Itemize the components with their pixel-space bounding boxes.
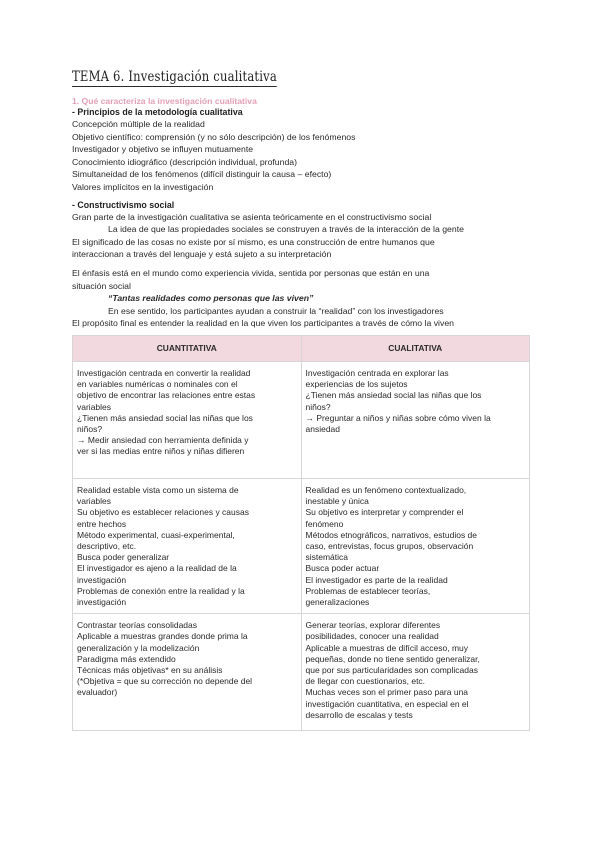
- cell-line: Aplicable a muestras de difícil acceso, muy: [305, 642, 469, 653]
- cell-line: Método experimental, cuasi-experimental,: [77, 529, 235, 540]
- cell-line: Muchas veces son el primer paso para una: [305, 687, 469, 698]
- table-row: [73, 361, 530, 478]
- cell-line: ¿Tienen más ansiedad social las niñas que los: [305, 390, 482, 401]
- cell-line: evaluador): [77, 687, 118, 698]
- cell-line: Su objetivo es establecer relaciones y causas: [77, 507, 249, 518]
- cell-line: Realidad estable vista como un sistema de: [77, 484, 239, 495]
- paragraph-line: El significado de las cosas no existe por sí mismo, es una construcción de entre humanos que: [72, 236, 435, 247]
- table-row: [73, 614, 530, 731]
- principios-list: [72, 118, 530, 194]
- cell-line: experiencias de los sujetos: [305, 379, 408, 390]
- cell-line: posibilidades, conocer una realidad: [305, 631, 439, 642]
- principio-item: Objetivo científico: comprensión (y no sólo descripción) de los fenómenos: [72, 131, 356, 142]
- header-cuantitativa: CUANTITATIVA: [73, 335, 302, 361]
- cell-line: inestable y única: [305, 496, 369, 507]
- cell-line: niños?: [77, 423, 103, 434]
- header-cualitativa: CUALITATIVA: [301, 335, 530, 361]
- cell-line: investigación: [77, 574, 127, 585]
- cell-cualitativa: [301, 478, 530, 613]
- cell-line: Realidad es un fenómeno contextualizado,: [305, 484, 467, 495]
- principio-item: Simultaneidad de los fenómenos (difícil distinguir la causa – efecto): [72, 169, 332, 180]
- cell-line: ver si las medias entre niños y niñas difieren: [77, 446, 245, 457]
- cell-line: Técnicas más objetivas* en su análisis: [77, 664, 223, 675]
- principio-item: Investigador y objetivo se influyen mutuamente: [72, 144, 254, 155]
- cell-line: Investigación centrada en convertir la realidad: [77, 367, 251, 378]
- cell-cuantitativa: [73, 614, 302, 731]
- cell-line: → Medir ansiedad con herramienta definida y: [77, 435, 249, 446]
- cell-line: ¿Tienen más ansiedad social las niñas que los: [77, 412, 253, 423]
- cell-line: Su objetivo es interpretar y comprender el: [305, 507, 464, 518]
- cell-line: Paradigma más extendido: [77, 653, 176, 664]
- principio-item: Conocimiento idiográfico (descripción individual, profunda): [72, 156, 298, 167]
- paragraph-line: En ese sentido, los participantes ayudan a construir la “realidad” con los investigadores: [108, 305, 444, 316]
- cell-line: niños?: [305, 401, 331, 412]
- cell-line: entre hechos: [77, 518, 127, 529]
- cell-line: descriptivo, etc.: [77, 540, 137, 551]
- cell-line: Problemas de establecer teorías,: [305, 585, 431, 596]
- cell-cualitativa: [301, 361, 530, 478]
- paragraph-line: interaccionan a través del lenguaje y está sujeto a su interpretación: [72, 249, 332, 260]
- paragraph-line: El énfasis está en el mundo como experiencia vivida, sentida por personas que están en una: [72, 267, 430, 278]
- cell-line: fenómeno: [305, 518, 344, 529]
- principios-heading: - Principios de la metodología cualitativa: [72, 107, 243, 117]
- principio-item: Valores implícitos en la investigación: [72, 181, 214, 192]
- cell-line: que por sus particularidades son complicadas: [305, 664, 478, 675]
- constructivismo-heading: - Constructivismo social: [72, 199, 175, 210]
- cell-cuantitativa: [73, 361, 302, 478]
- cell-line: Problemas de conexión entre la realidad y la: [77, 585, 245, 596]
- cell-line: variables: [77, 496, 112, 507]
- table-row: [73, 478, 530, 613]
- cell-line: generalizaciones: [305, 596, 370, 607]
- cell-line: caso, entrevistas, focus grupos, observación: [305, 540, 474, 551]
- paragraph-line: El propósito final es entender la realidad en la que viven los participantes a través de cómo la viven: [72, 318, 454, 329]
- cell-cuantitativa: [73, 478, 302, 613]
- cell-line: Aplicable a muestras grandes donde prima la: [77, 631, 248, 642]
- cell-line: Busca poder actuar: [305, 563, 380, 574]
- cell-line: generalización y la modelización: [77, 642, 200, 653]
- principio-item: Concepción múltiple de la realidad: [72, 119, 205, 129]
- cell-line: Generar teorías, explorar diferentes: [305, 620, 441, 631]
- cell-line: → Preguntar a niños y niñas sobre cómo viven la: [305, 412, 491, 423]
- paragraph-line: La idea de que las propiedades sociales se construyen a través de la interacción de la gente: [108, 224, 464, 235]
- cell-line: Investigación centrada en explorar las: [305, 367, 449, 378]
- cell-line: ansiedad: [305, 423, 341, 434]
- document-page: [72, 68, 530, 731]
- section-heading: 1. Qué caracteriza la investigación cualitativa: [72, 96, 257, 106]
- cell-line: desarrollo de escalas y tests: [305, 709, 413, 720]
- paragraph-line: Gran parte de la investigación cualitativa se asienta teóricamente en el constructivismo social: [72, 211, 432, 222]
- cell-line: pequeñas, donde no tiene sentido generalizar,: [305, 653, 480, 664]
- cell-line: objetivo de encontrar las relaciones entre estas: [77, 390, 256, 401]
- comparison-table: [72, 335, 530, 731]
- page-title: TEMA 6. Investigación cualitativa: [72, 69, 277, 85]
- cell-line: en variables numéricas o nominales con el: [77, 379, 238, 390]
- cell-line: El investigador es parte de la realidad: [305, 574, 448, 585]
- cell-line: (*Objetiva = que su corrección no depende del: [77, 676, 253, 687]
- cell-line: El investigador es ajeno a la realidad de la: [77, 563, 237, 574]
- cell-line: investigación: [77, 596, 127, 607]
- paragraph-line: situación social: [72, 280, 131, 291]
- cell-cualitativa: [301, 614, 530, 731]
- cell-line: sistemática: [305, 552, 349, 563]
- cell-line: Contrastar teorías consolidadas: [77, 620, 198, 631]
- cell-line: Métodos etnográficos, narrativos, estudios de: [305, 529, 478, 540]
- quote: “Tantas realidades como personas que las viven”: [108, 293, 314, 304]
- cell-line: variables: [77, 401, 112, 412]
- cell-line: investigación cuantitativa, en especial en el: [305, 698, 469, 709]
- cell-line: de llegar con cuestionarios, etc.: [305, 676, 426, 687]
- cell-line: Busca poder generalizar: [77, 552, 170, 563]
